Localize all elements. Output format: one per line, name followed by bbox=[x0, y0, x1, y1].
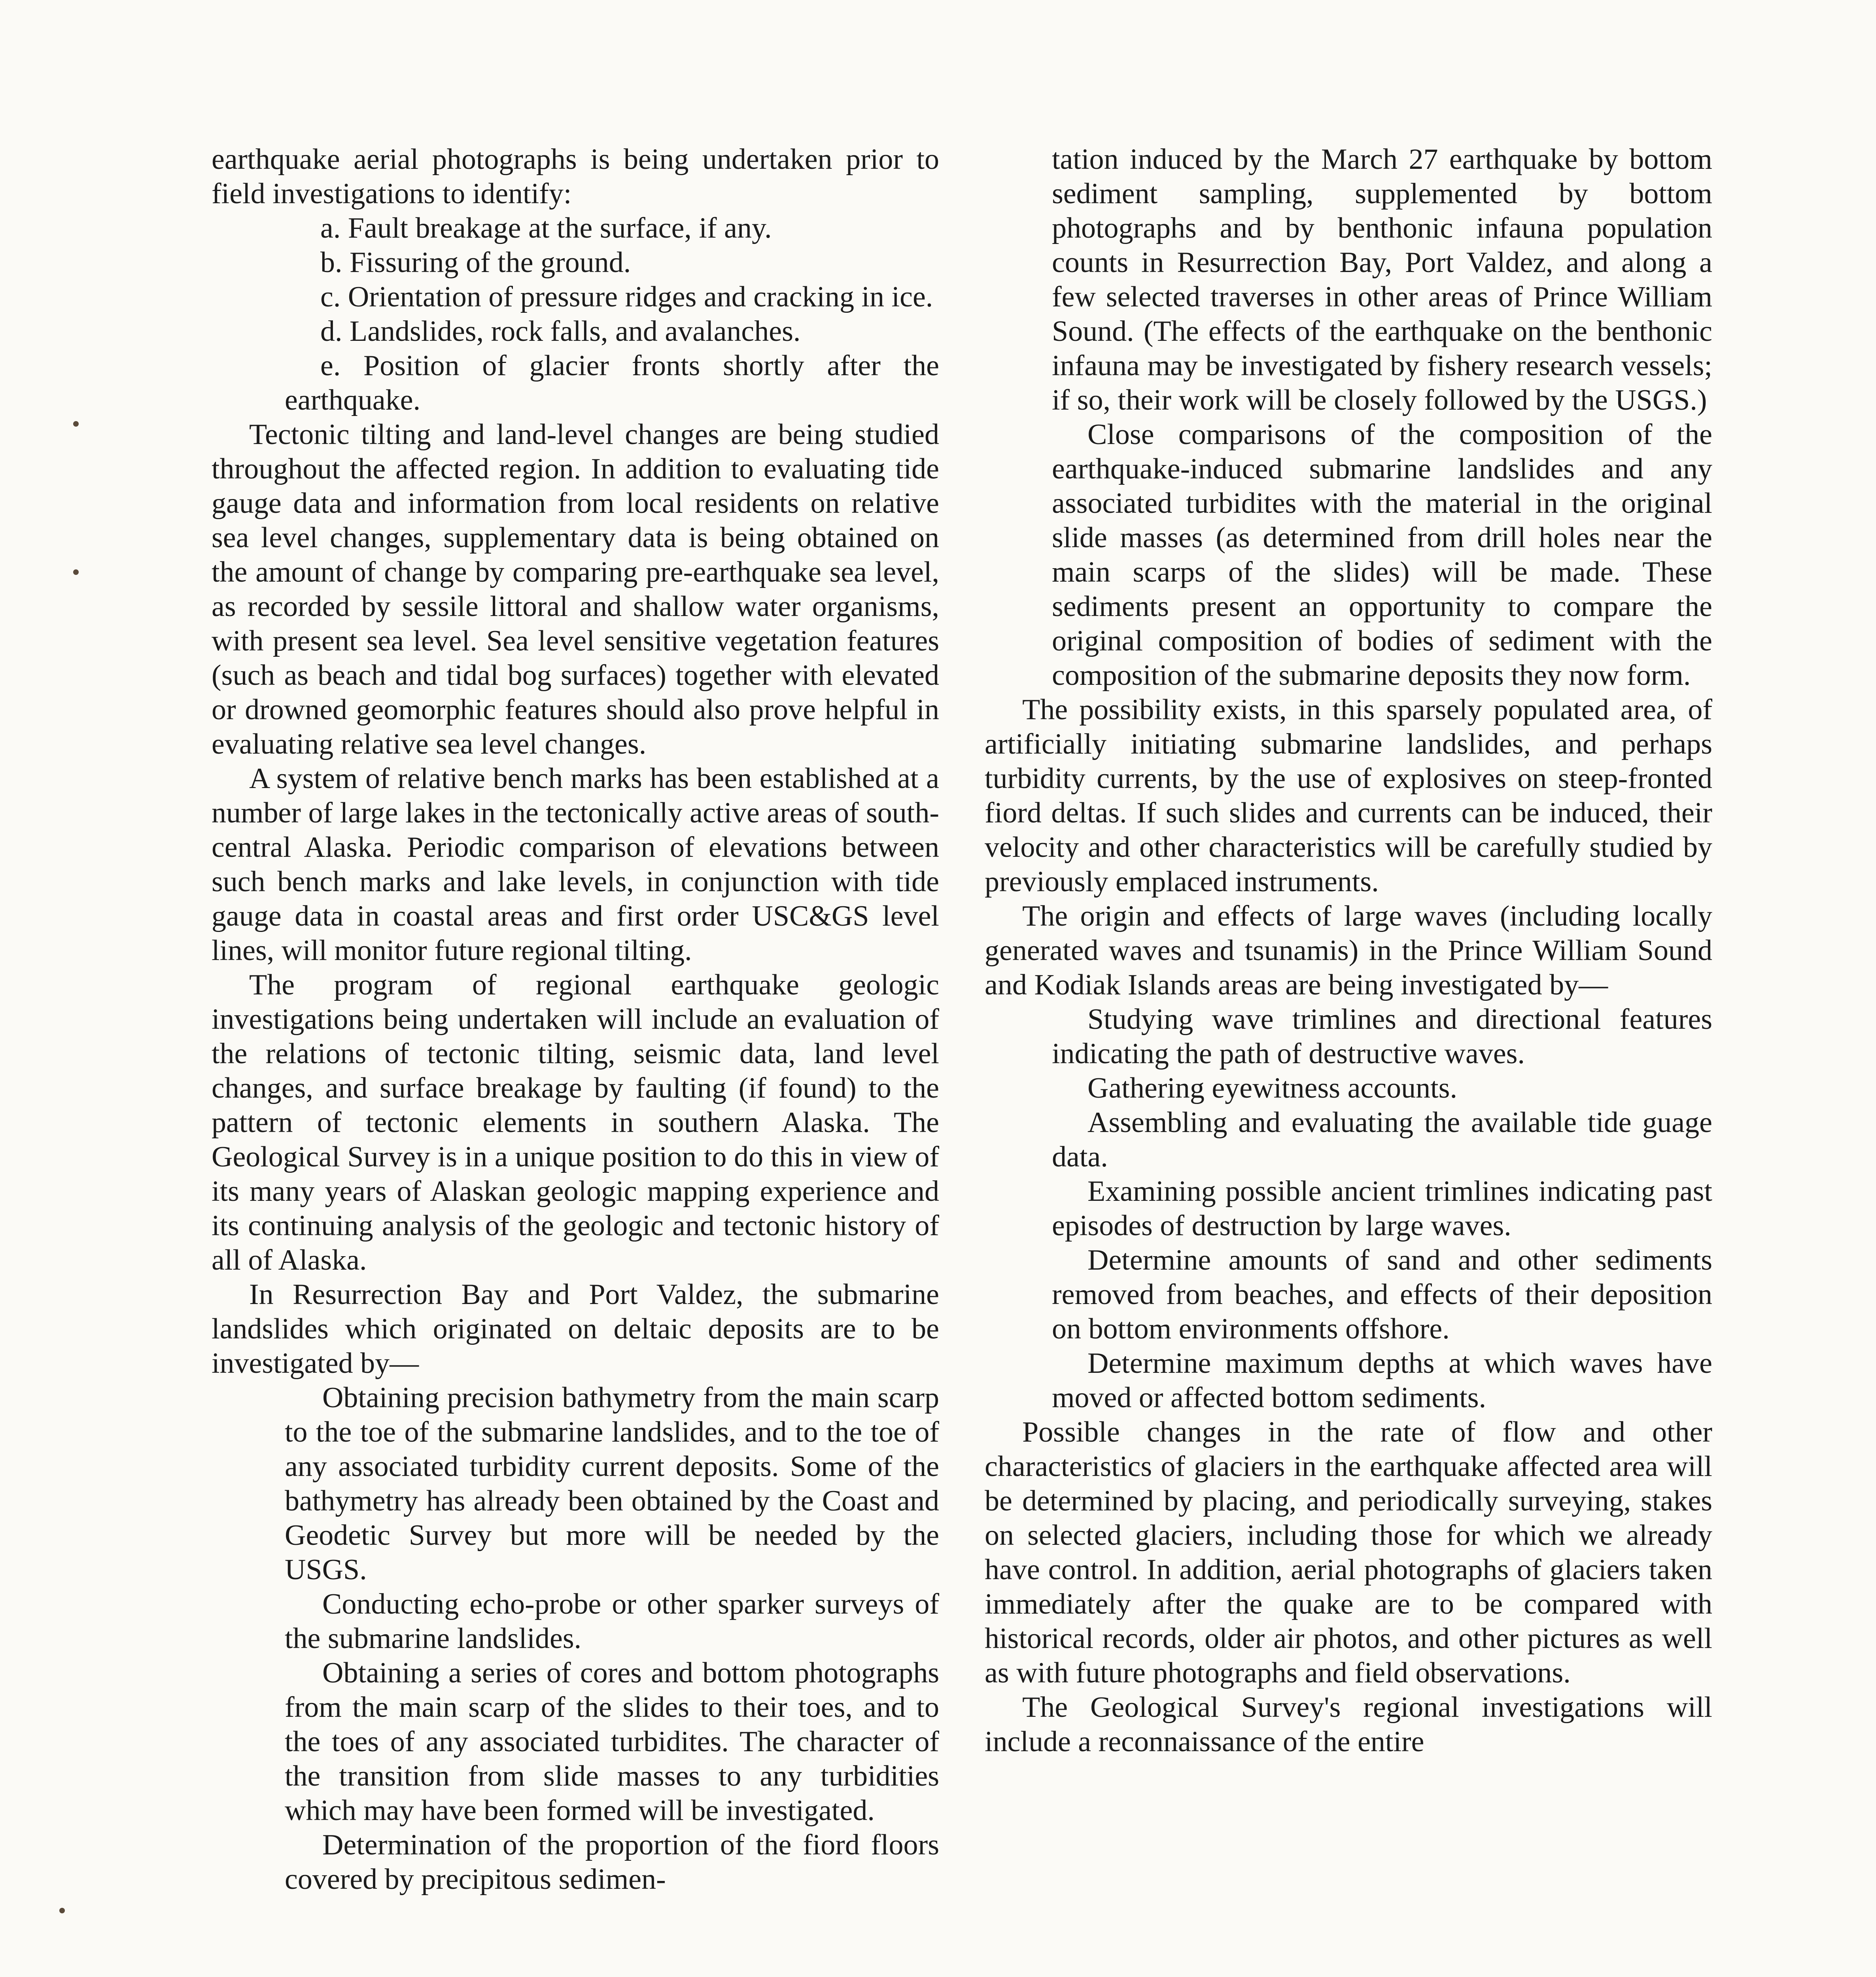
sub-paragraph: Obtaining a series of cores and bottom photographs from the main scarp of the slides to their toes, and to the toes of any associated turbidites. The character of the transition from slide masses to any turbidities which may have been formed will be investigated. bbox=[285, 1657, 939, 1827]
paragraph: In Resurrection Bay and Port Valdez, the submarine landslides which originated on deltaic deposits are to be investigated by— bbox=[212, 1278, 939, 1380]
paragraph: A system of relative bench marks has been established at a number of large lakes in the tectonically active areas of south-central Alaska. Periodic comparison of elevations between such bench marks and lake levels, in conjunction with tide gauge data in coastal areas and first order USC&GS level lines, will monitor future regional tilting. bbox=[212, 762, 939, 967]
sub-paragraph: Studying wave trimlines and directional features indicating the path of destructive waves. bbox=[1052, 1003, 1712, 1070]
paragraph: The Geological Survey's regional investigations will include a reconnaissance of the entire bbox=[985, 1691, 1712, 1758]
punch-mark bbox=[73, 569, 79, 575]
paragraph: The origin and effects of large waves (including locally generated waves and tsunamis) in the Prince William Sound and Kodiak Islands areas are being investigated by— bbox=[985, 900, 1712, 1001]
sub-paragraph: Determine amounts of sand and other sediments removed from beaches, and effects of their deposition on bottom environments offshore. bbox=[1052, 1244, 1712, 1345]
paragraph: Tectonic tilting and land-level changes are being studied throughout the affected region. In addition to evaluating tide gauge data and information from local residents on relative sea level changes, supplementary data is being obtained on the amount of change by comparing pre-earthquake sea level, as recorded by sessile littoral and shallow water organisms, with present sea level. Sea level sensitive vegetation features (such as beach and tidal bog surfaces) together with elevated or drowned geomorphic features should also prove helpful in evaluating relative sea level changes. bbox=[212, 418, 939, 760]
list-item: d. Landslides, rock falls, and avalanches. bbox=[320, 315, 801, 348]
paragraph: Possible changes in the rate of flow and other characteristics of glaciers in the earthquake affected area will be determined by placing, and periodically surveying, stakes on selected glaciers, including those for which we already have control. In addition, aerial photographs of glaciers taken immediately after the quake are to be compared with historical records, older air photos, and other pictures as well as with future photographs and field observations. bbox=[985, 1416, 1712, 1689]
paragraph: earthquake aerial photographs is being undertaken prior to field investigations to identify: bbox=[212, 143, 939, 210]
sub-paragraph: Obtaining precision bathymetry from the main scarp to the toe of the submarine landslides, and to the toe of any associated turbidity current deposits. Some of the bathymetry has already been obtained by the Coast and Geodetic Survey but more will be needed by the USGS. bbox=[285, 1382, 939, 1586]
list-item: b. Fissuring of the ground. bbox=[320, 246, 631, 279]
sub-paragraph: Determine maximum depths at which waves have moved or affected bottom sediments. bbox=[1052, 1347, 1712, 1414]
sub-paragraph: Examining possible ancient trimlines indicating past episodes of destruction by large waves. bbox=[1052, 1175, 1712, 1242]
paragraph: The possibility exists, in this sparsely populated area, of artificially initiating submarine landslides, and perhaps turbidity currents, by the use of explosives on steep-fronted fiord deltas. If such slides and currents can be induced, their velocity and other characteristics will be carefully studied by previously emplaced instruments. bbox=[985, 694, 1712, 898]
sub-paragraph: Assembling and evaluating the available tide guage data. bbox=[1052, 1106, 1712, 1173]
left-column bbox=[212, 142, 939, 1897]
punch-mark bbox=[73, 421, 79, 427]
sub-paragraph: Gathering eyewitness accounts. bbox=[1087, 1072, 1457, 1104]
sub-paragraph: Close comparisons of the composition of the earthquake-induced submarine landslides and any associated turbidites with the material in the original slide masses (as determined from drill holes near the main scarps of the slides) will be made. These sediments present an opportunity to compare the original composition of bodies of sediment with the composition of the submarine deposits they now form. bbox=[1052, 418, 1712, 692]
paragraph: The program of regional earthquake geologic investigations being undertaken will include an evaluation of the relations of tectonic tilting, seismic data, land level changes, and surface breakage by faulting (if found) to the pattern of tectonic elements in southern Alaska. The Geological Survey is in a unique position to do this in view of its many years of Alaskan geologic mapping experience and its continuing analysis of the geologic and tectonic history of all of Alaska. bbox=[212, 969, 939, 1276]
sub-paragraph: Conducting echo-probe or other sparker surveys of the submarine landslides. bbox=[285, 1588, 939, 1655]
sub-paragraph: Determination of the proportion of the fiord floors covered by precipitous sedimen- bbox=[285, 1829, 939, 1896]
right-column bbox=[985, 142, 1712, 1759]
list-item: c. Orientation of pressure ridges and cracking in ice. bbox=[320, 281, 933, 313]
list-item: e. Position of glacier fronts shortly after the earthquake. bbox=[285, 350, 939, 416]
list-item: a. Fault breakage at the surface, if any. bbox=[320, 212, 772, 244]
sub-paragraph: tation induced by the March 27 earthquake by bottom sediment sampling, supplemented by bottom photographs and by benthonic infauna population counts in Resurrection Bay, Port Valdez, and along a few selected traverses in other areas of Prince William Sound. (The effects of the earthquake on the benthonic infauna may be investigated by fishery research vessels; if so, their work will be closely followed by the USGS.) bbox=[1052, 143, 1712, 416]
punch-mark bbox=[59, 1908, 65, 1913]
